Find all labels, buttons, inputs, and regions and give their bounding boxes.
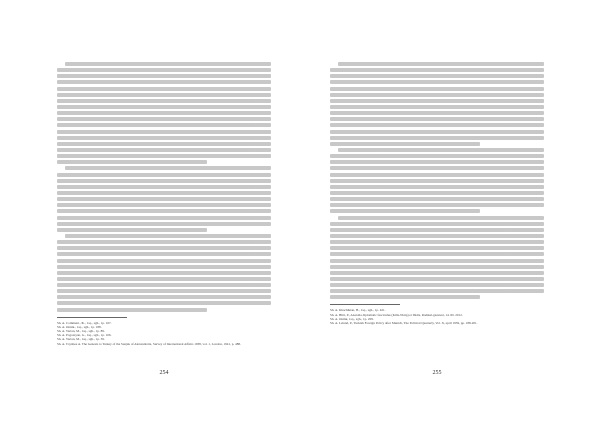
text-line [57,259,271,263]
text-line [57,222,271,226]
text-line [57,265,271,269]
text-line [330,191,544,195]
text-line [330,87,544,91]
footnote: Sh. A. Khachikian, H., 1sq., sgh., 1p. 421. [330,308,386,313]
left-footnote-rule [57,317,127,318]
text-line [57,246,271,250]
footnote: Sh. A. Oumk, 1sq., sgh., 1p. 209. [330,316,374,321]
footnote: Sh. A. Comment., Ib., 1sq., sgh., 1p. 167. [57,320,112,325]
text-line [330,136,544,140]
text-line [330,283,544,287]
text-line [330,130,544,134]
footnote: Sh. A. Vartan, M., 1sq., sgh., 1p. 39. [57,337,105,342]
right-footnote-rule [330,304,400,305]
text-line [57,240,271,244]
text-line [330,228,544,232]
text-line [57,308,207,312]
text-line [330,93,544,97]
text-line [330,259,544,263]
text-line [330,166,544,170]
text-line [57,142,271,146]
text-line [330,203,544,207]
text-line [330,246,544,250]
text-line [57,271,271,275]
text-line [330,197,544,201]
text-line [330,209,480,213]
text-line [330,222,544,226]
text-line [57,252,271,256]
footnote: Sh. A. Onnik., 1sq., sgh., 1p. 188. [57,324,102,329]
text-line [57,203,271,207]
text-line [330,154,544,158]
text-line [65,234,271,238]
text-line [338,148,544,152]
text-line [330,111,544,115]
text-line [330,234,544,238]
text-line [330,74,544,78]
text-line [57,117,271,121]
text-line [57,93,271,97]
left-footnotes [57,321,271,346]
text-line [65,62,271,66]
text-line [338,216,544,220]
footnote: Sh. A. Toynbee A. The Genesis to Turkey of the Sanjak of Alexandretta, Survey of International Affairs 1938, vol. 1, London, 1941, p. 488. [57,341,241,346]
page-number-left: 254 [159,370,169,376]
text-line [330,240,544,244]
text-line [330,160,544,164]
text-line [57,68,271,72]
text-line [57,74,271,78]
text-line [330,295,480,299]
text-line [330,185,544,189]
text-line [65,166,271,170]
text-line [57,148,271,152]
left-page [57,62,271,362]
text-line [330,80,544,84]
footnote: Sh. A. Vartan, M., 1sq., sgh., 1p. 89. [57,329,105,334]
text-line [57,160,207,164]
text-line [330,252,544,256]
text-line [57,136,271,140]
right-footnotes [330,308,544,325]
right-page [330,62,544,362]
text-line [57,209,271,213]
text-line [57,111,271,115]
text-line [57,197,271,201]
text-line [57,80,271,84]
text-line [330,117,544,121]
text-line [330,271,544,275]
text-line [330,99,544,103]
text-line [57,105,271,109]
text-line [57,179,271,183]
page-number-right: 255 [432,370,442,376]
text-line [330,265,544,269]
text-line [330,142,480,146]
text-line [57,216,271,220]
text-line [330,123,544,127]
footnote: Sh. A. Leland, P., Turkish Foreign Policy after Munich, The Political Quarterly, Vol. X, april 1939, pp. 188-201. [330,320,478,325]
footnote: Sh. A. Pogossyan, G., 1sq., sgh., 1p. 106. [57,333,112,338]
text-line [330,277,544,281]
text-line [57,130,271,134]
text-line [57,154,271,158]
left-page-body-text [57,62,271,312]
text-line [57,173,271,177]
text-line [57,228,207,232]
text-line [330,68,544,72]
text-line [57,87,271,91]
text-line [57,123,271,127]
text-line [330,179,544,183]
text-line [57,289,271,293]
text-line [330,105,544,109]
text-line [57,295,271,299]
text-line [338,62,544,66]
footnote: Sh. A. Hitti, P., Anatolia diplomatic fasciculus (Kilis-Nizip) et Ibidis, Radikal-gazetesi, 14. III. 2012. [330,312,463,317]
text-line [57,283,271,287]
text-line [57,185,271,189]
text-line [57,277,271,281]
text-line [57,99,271,103]
text-line [57,301,271,305]
text-line [330,289,544,293]
text-line [330,173,544,177]
right-page-body-text [330,62,544,299]
text-line [57,191,271,195]
